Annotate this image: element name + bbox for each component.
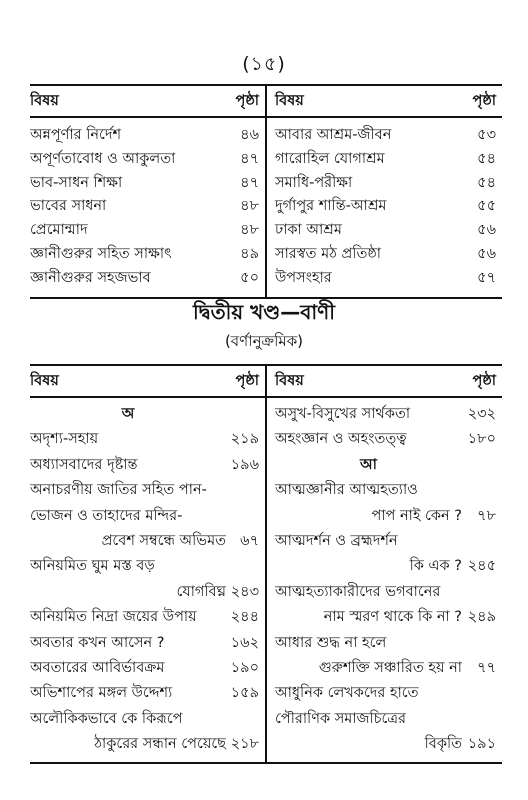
- entry-page: ২৪৩: [226, 580, 266, 605]
- entry-subject: ভাবের সাধনা: [30, 198, 107, 215]
- table-header: [30, 365, 502, 397]
- table-row: [30, 529, 502, 554]
- entry-page: ১৬২: [226, 631, 266, 656]
- entry-page: ১৯০: [226, 656, 266, 681]
- entry-page: ৭৮: [477, 507, 496, 524]
- entry-subject-continuation: গুরুশক্তি সঞ্চারিত হয় না: [318, 660, 462, 677]
- section-title: দ্বিতীয় খণ্ড—বাণী: [193, 300, 335, 324]
- table-row: [30, 195, 502, 219]
- entry-page: ৪৭: [226, 172, 266, 196]
- entry-page: ৬৭: [226, 529, 266, 554]
- table-row: [30, 427, 502, 452]
- entry-page: ৫৪: [477, 174, 496, 191]
- entry-page: [226, 397, 266, 427]
- entry-subject: দুর্গাপুর শান্তি-আশ্রম: [275, 198, 387, 215]
- entry-subject: ভোজন ও তাহাদের মন্দির-: [30, 507, 183, 524]
- entry-subject: অহংজ্ঞান ও অহংতত্ত্ব: [275, 431, 407, 448]
- page-number: (১৫): [242, 53, 286, 75]
- entry-subject: জ্ঞানীগুরুর সহিত সাক্ষাৎ: [30, 245, 172, 262]
- entry-subject-continuation: বিকৃতি: [266, 732, 462, 762]
- table-row: [30, 453, 502, 478]
- entry-subject: অবতারের আবির্ভাবক্রম: [30, 660, 165, 677]
- entry-subject-continuation: কি এক ?: [409, 558, 462, 575]
- header-page: পৃষ্ঠা: [462, 365, 502, 397]
- entry-subject: উপসংহার: [266, 267, 462, 298]
- entry-subject: পৌরাণিক সমাজচিত্রের: [275, 710, 406, 727]
- entry-page: [226, 478, 266, 503]
- entry-page: ৫৬: [477, 222, 496, 239]
- table-row: [30, 148, 502, 172]
- entry-subject: ভাব-সাধন শিক্ষা: [30, 174, 123, 191]
- header-page: পৃষ্ঠা: [226, 365, 266, 397]
- entry-subject-continuation: নাম স্মরণ থাকে কি না ?: [323, 609, 462, 626]
- entry-page: ১৯১: [462, 732, 502, 762]
- table-row: [30, 605, 502, 630]
- entry-page: ১৫৯: [226, 681, 266, 706]
- entry-subject: অধ্যাসবাদের দৃষ্টান্ত: [30, 456, 138, 473]
- table-row: [30, 580, 502, 605]
- entry-subject: ঢাকা আশ্রম: [275, 222, 342, 239]
- header-subject: বিষয়: [266, 85, 462, 117]
- entry-subject: আত্মহত্যাকারীদের ভগবানের: [275, 583, 441, 600]
- contents-table-part-two: [30, 364, 502, 764]
- contents-table-part-one: [30, 84, 502, 299]
- entry-page: ৫০: [226, 267, 266, 298]
- entry-subject: অবতার কখন আসেন ?: [30, 634, 165, 651]
- entry-page: ১৮০: [467, 431, 496, 448]
- entry-subject-continuation: পাপ নাই কেন ?: [371, 507, 462, 524]
- entry-page: ৪৮: [226, 219, 266, 243]
- table-row: [30, 397, 502, 427]
- entry-subject: অনিয়মিত ঘুম মস্ত বড়: [30, 558, 155, 575]
- table-row: [30, 504, 502, 529]
- entry-page: ২৪৯: [467, 609, 496, 626]
- entry-page: ৫৫: [477, 198, 496, 215]
- entry-page: [462, 453, 502, 478]
- entry-page: ৪৯: [226, 243, 266, 267]
- entry-page: ৫৪: [477, 150, 496, 167]
- entry-subject: অসুখ-বিসুখের সার্থকতা: [275, 406, 411, 422]
- entry-page: [462, 580, 502, 605]
- entry-subject: আধুনিক লেখকদের হাতে: [275, 685, 419, 702]
- entry-subject: অলৌকিকভাবে কে কিরূপে: [30, 710, 183, 727]
- entry-page: ৪৭: [226, 148, 266, 172]
- entry-page: ৫৩: [477, 127, 496, 143]
- header-page: পৃষ্ঠা: [462, 85, 502, 117]
- entry-subject: গারোহিল যোগাশ্রম: [275, 150, 385, 167]
- entry-subject: অদৃশ্য-সহায়: [30, 431, 99, 448]
- table-row: [30, 732, 502, 762]
- table-row: [30, 267, 502, 298]
- entry-page: [462, 707, 502, 732]
- entry-page: [462, 681, 502, 706]
- header-subject: বিষয়: [30, 85, 226, 117]
- entry-page: [226, 504, 266, 529]
- entry-subject: আবার আশ্রম-জীবন: [275, 127, 392, 143]
- table-row: [30, 117, 502, 148]
- table-row: [30, 631, 502, 656]
- table-row: [30, 656, 502, 681]
- table-row: [30, 243, 502, 267]
- entry-subject: আত্মদর্শন ও ব্রহ্মদর্শন: [275, 533, 398, 550]
- entry-subject: অপূর্ণতাবোধ ও আকুলতা: [30, 150, 176, 167]
- entry-page: ২৩২: [467, 406, 496, 422]
- entry-page: ৭৭: [477, 660, 496, 677]
- entry-page: ৪৬: [226, 117, 266, 148]
- header-subject: বিষয়: [30, 365, 226, 397]
- entry-page: ২৪৪: [226, 605, 266, 630]
- entry-page: [226, 554, 266, 579]
- entry-subject: প্রেমোন্মাদ: [30, 222, 88, 239]
- entry-page: [462, 478, 502, 503]
- table-row: [30, 172, 502, 196]
- entry-page: ২১৮: [226, 732, 266, 762]
- table-row: [30, 554, 502, 579]
- entry-subject: অনাচরণীয় জাতির সহিত পান-: [30, 482, 207, 499]
- entry-subject: অভিশাপের মঙ্গল উদ্দেশ্য: [30, 685, 173, 702]
- entry-subject: অনিয়মিত নিদ্রা জয়ের উপায়: [30, 609, 197, 626]
- table-row: [30, 478, 502, 503]
- header-subject: বিষয়: [266, 365, 462, 397]
- entry-page: ১৯৬: [226, 453, 266, 478]
- entry-subject: জ্ঞানীগুরুর সহজভাব: [30, 267, 226, 298]
- entry-subject: আত্মজ্ঞানীর আত্মহত্যাও: [275, 482, 418, 499]
- entry-subject-continuation: ঠাকুরের সন্ধান পেয়েছে: [30, 732, 226, 762]
- entry-subject-continuation: যোগবিঘ্ন: [176, 583, 226, 600]
- alphabet-heading: অ: [121, 406, 135, 422]
- header-page: পৃষ্ঠা: [226, 85, 266, 117]
- entry-subject: সারস্বত মঠ প্রতিষ্ঠা: [275, 245, 381, 262]
- entry-page: ৫৭: [462, 267, 502, 298]
- entry-page: ২৪৫: [467, 558, 496, 575]
- table-row: [30, 707, 502, 732]
- entry-page: ২১৯: [226, 427, 266, 452]
- table-row: [30, 219, 502, 243]
- table-header: [30, 85, 502, 117]
- entry-page: [462, 631, 502, 656]
- entry-subject: আধার শুদ্ধ না হলে: [275, 634, 387, 651]
- table-row: [30, 681, 502, 706]
- entry-page: ৫৬: [477, 245, 496, 262]
- entry-subject: সমাধি-পরীক্ষা: [275, 174, 353, 191]
- entry-page: [462, 529, 502, 554]
- entry-subject-continuation: প্রবেশ সম্বন্ধে অভিমত: [101, 533, 226, 550]
- entry-page: ৪৮: [226, 195, 266, 219]
- entry-page: [226, 707, 266, 732]
- alphabet-heading: আ: [360, 456, 377, 473]
- section-subtitle: (বর্ণানুক্রমিক): [224, 332, 304, 350]
- entry-subject: অন্নপূর্ণার নির্দেশ: [30, 127, 122, 143]
